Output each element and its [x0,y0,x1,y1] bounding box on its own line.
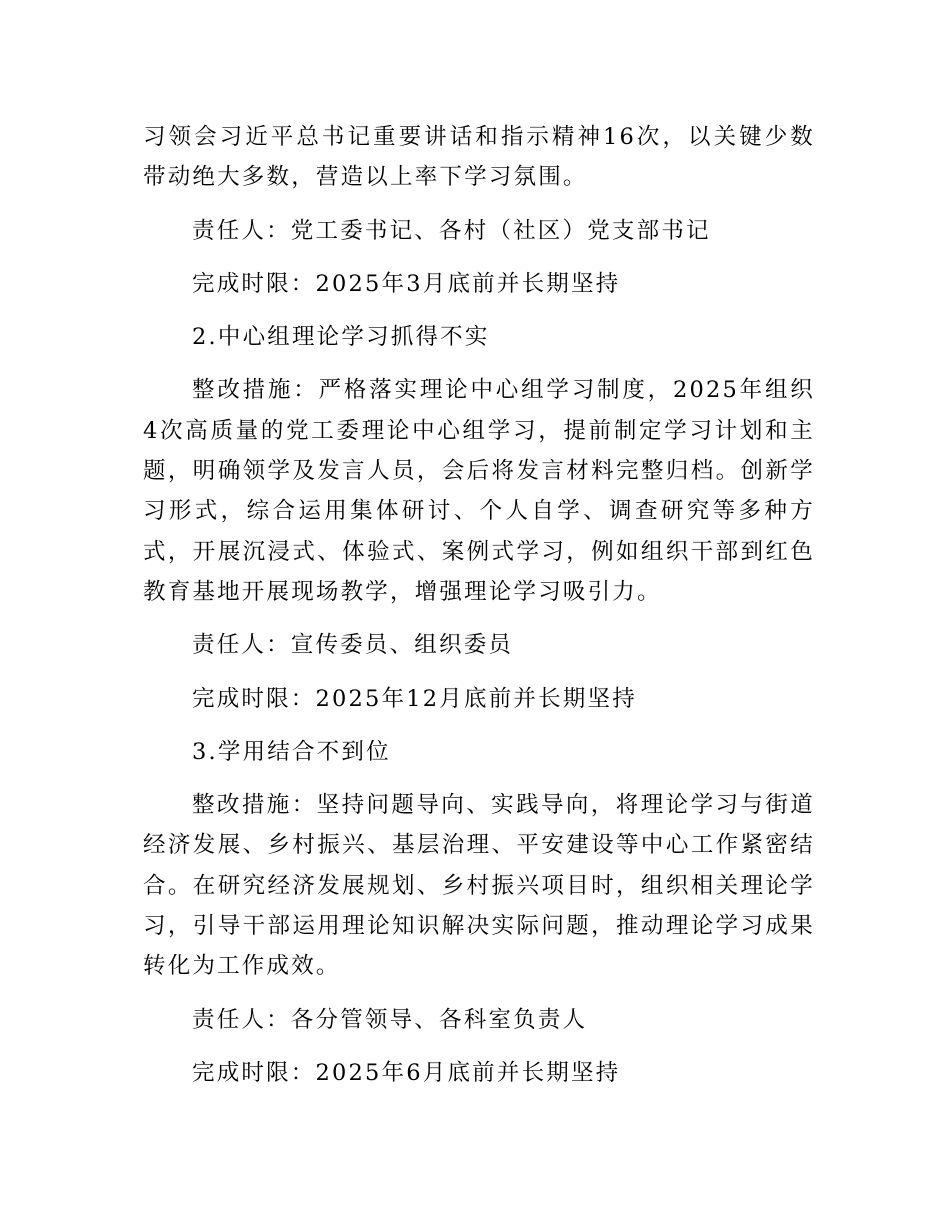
issue-heading-3: 3.学用结合不到位 [192,738,391,765]
rectification-measures-2: 整改措施：严格落实理论中心组学习制度，2025年组织4次高质量的党工委理论中心组学习，提前制定学习计划和主题，明确领学及发言人员，会后将发言材料完整归档。创新学习形式，综合运用集体研讨、个人自学、调查研究等多种方式，开展沉浸式、体验式、案例式学习，例如组织干部到红色教育基地开展现场教学，增强理论学习吸引力。 [143,377,815,605]
rectification-measures-3: 整改措施：坚持问题导向、实践导向，将理论学习与街道经济发展、乡村振兴、基层治理、平安建设等中心工作紧密结合。在研究经济发展规划、乡村振兴项目时，组织相关理论学习，引导干部运用理论知识解决实际问题，推动理论学习成果转化为工作成效。 [143,792,815,980]
responsible-person-1: 责任人：党工委书记、各村（社区）党支部书记 [192,217,711,244]
paragraph-continuation: 习领会习近平总书记重要讲话和指示精神16次，以关键少数带动绝大多数，营造以上率下学习氛围。 [143,124,815,191]
document-body [143,117,815,1093]
responsible-person-2: 责任人：宣传委员、组织委员 [192,632,514,659]
responsible-person-3: 责任人：各分管领导、各科室负责人 [192,1006,588,1033]
issue-heading-2: 2.中心组理论学习抓得不实 [192,324,490,351]
deadline-2: 完成时限：2025年12月底前并长期坚持 [192,685,637,712]
deadline-1: 完成时限：2025年3月底前并长期坚持 [192,270,621,297]
deadline-3: 完成时限：2025年6月底前并长期坚持 [192,1059,621,1086]
